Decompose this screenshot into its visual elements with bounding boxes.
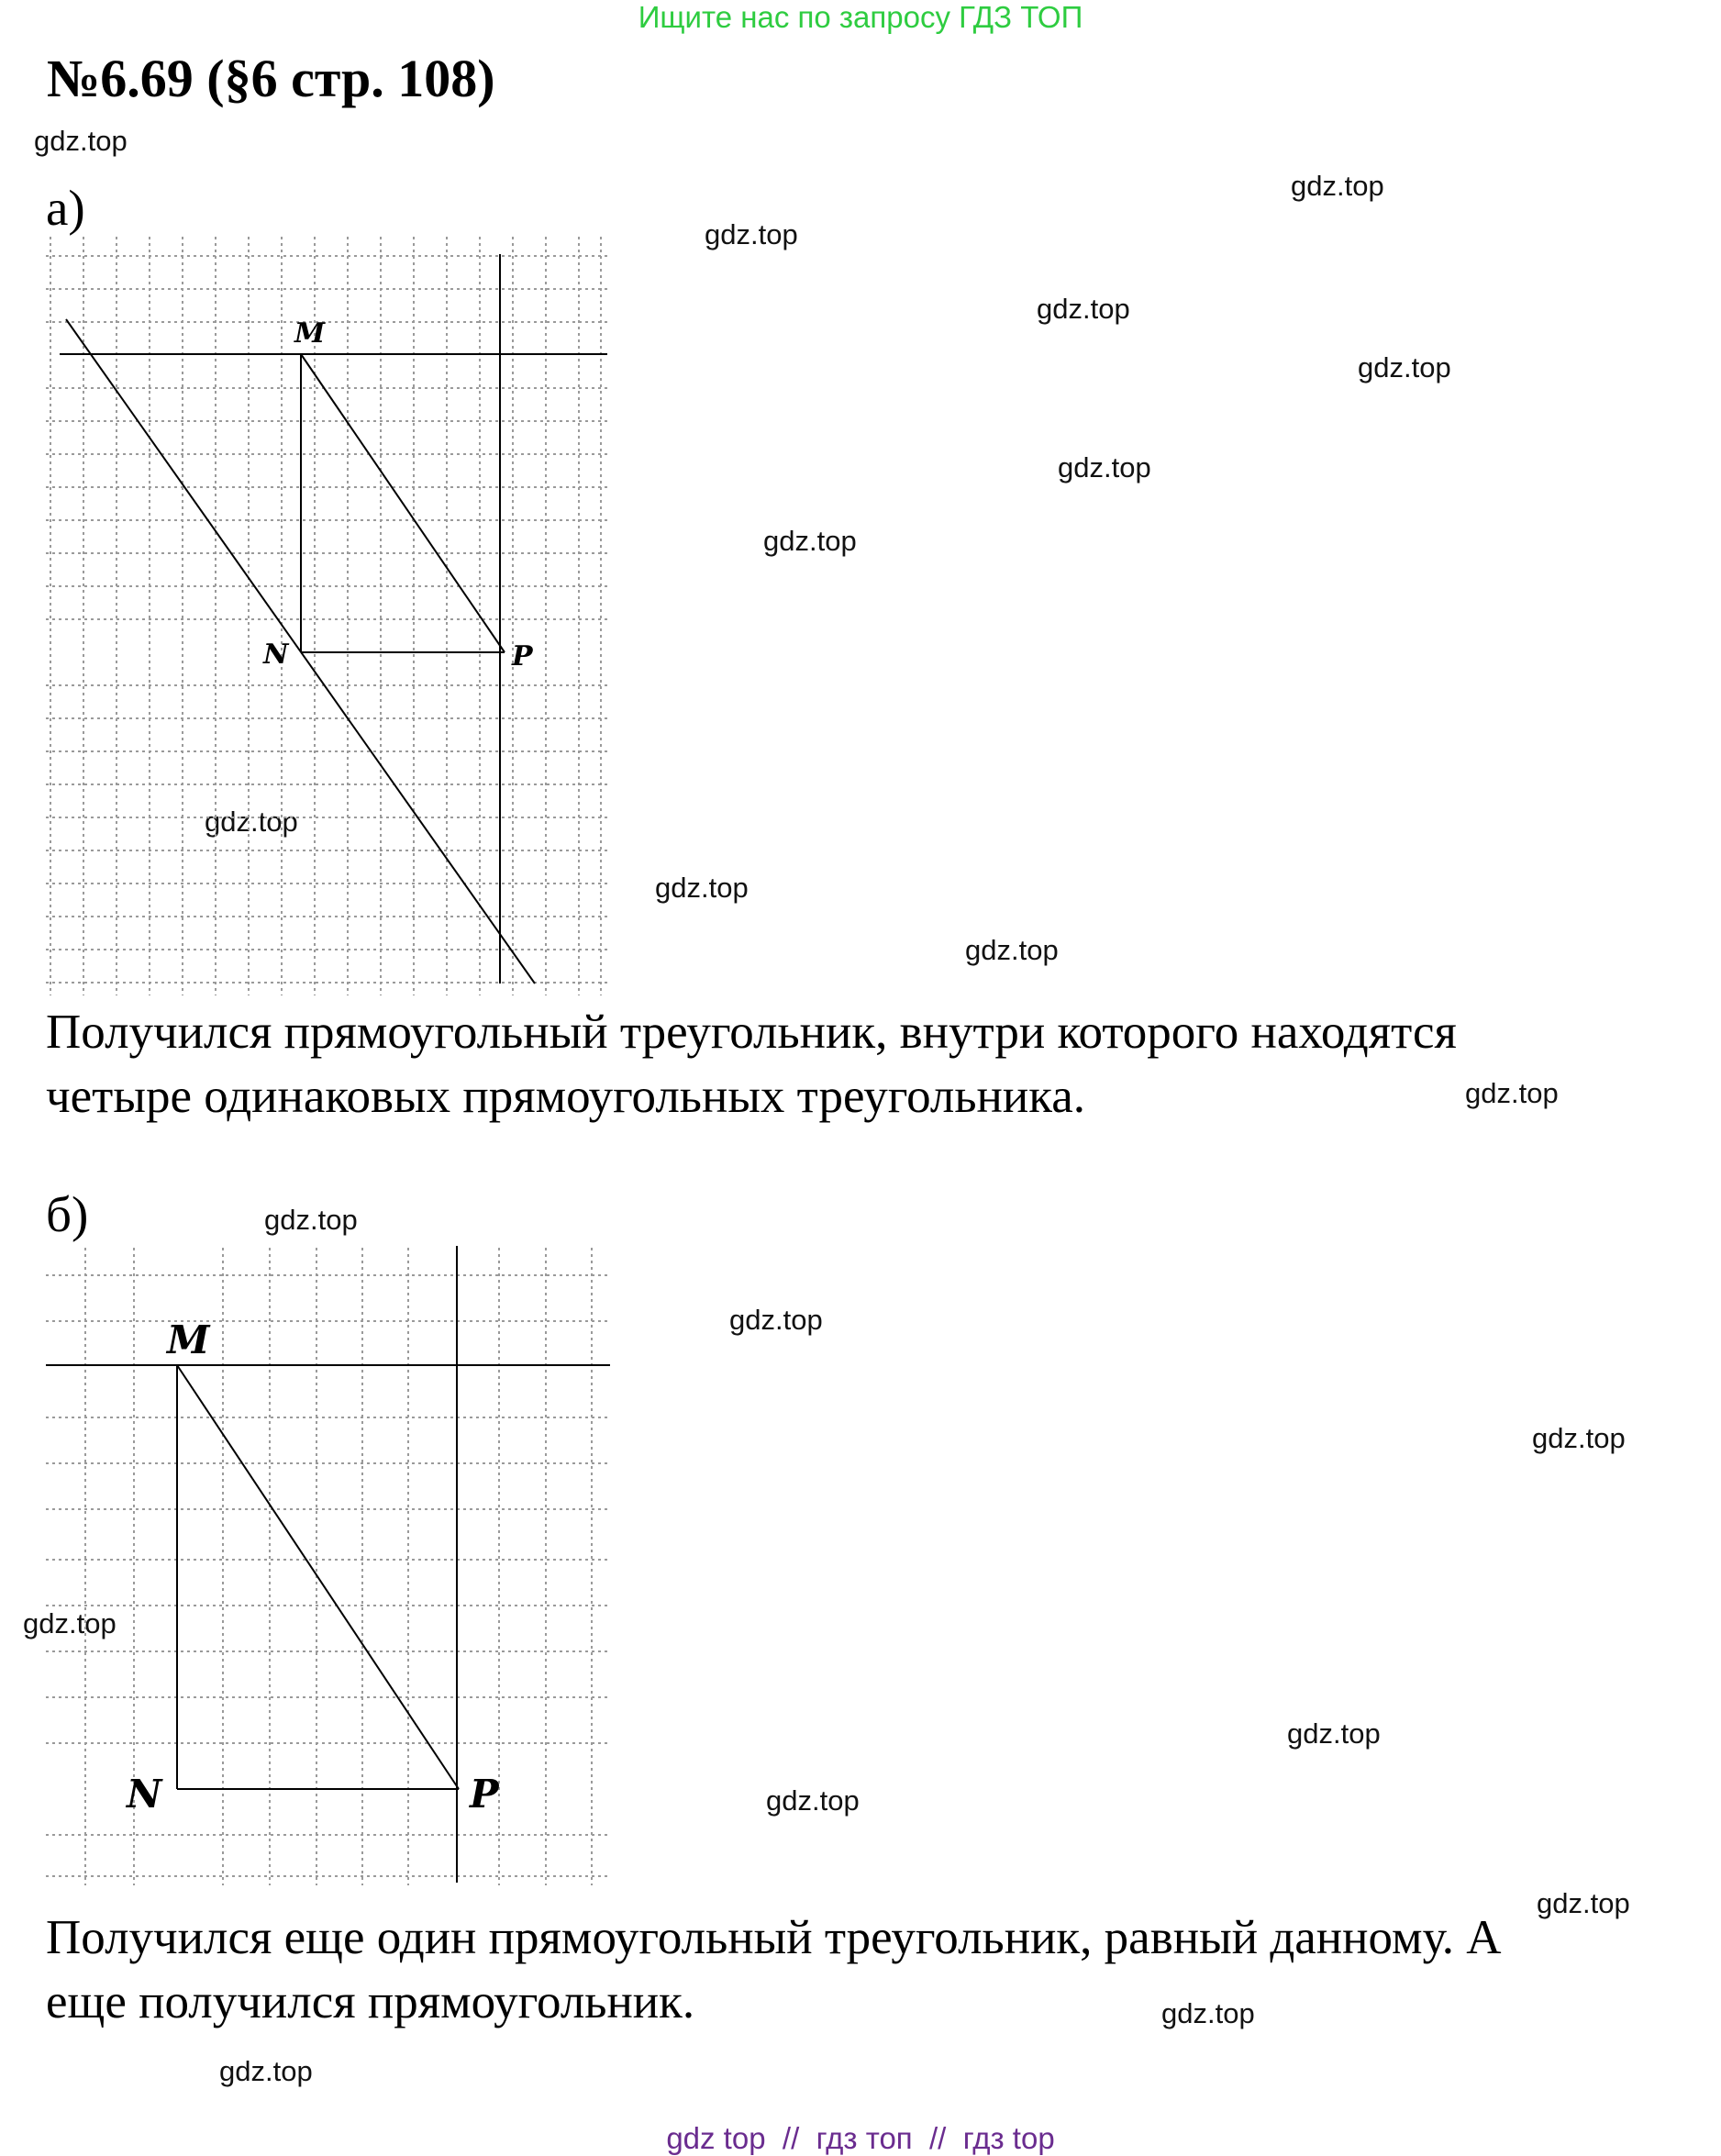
watermark: gdz.top xyxy=(766,1784,860,1817)
part-b-point-m: M xyxy=(167,1317,210,1362)
watermark: gdz.top xyxy=(705,218,798,250)
part-b-conclusion-line1: Получился еще один прямоугольный треугольник, равный данному. А xyxy=(46,1911,1502,1964)
exercise-title: №6.69 (§6 стр. 108) xyxy=(47,49,495,108)
watermark: gdz.top xyxy=(763,525,857,557)
part-a-conclusion-line2: четыре одинаковых прямоугольных треугольника. xyxy=(46,1070,1085,1123)
watermark: gdz.top xyxy=(1058,451,1151,483)
part-b-side-mp xyxy=(177,1365,459,1789)
footer-separator: // xyxy=(929,2121,947,2155)
part-a-point-p: P xyxy=(512,640,533,672)
part-b-conclusion-line2: еще получился прямоугольник. xyxy=(46,1975,695,2028)
part-a-point-m: M xyxy=(294,317,326,350)
part-b-conclusion xyxy=(46,1906,1706,2034)
footer-links xyxy=(0,2121,1721,2156)
watermark: gdz.top xyxy=(965,934,1059,966)
watermark: gdz.top xyxy=(1287,1717,1381,1750)
part-b-point-n: N xyxy=(127,1772,162,1817)
watermark: gdz.top xyxy=(1465,1077,1559,1109)
footer-link-gdz-top-mixed[interactable]: гдз top xyxy=(962,2121,1055,2155)
watermark: gdz.top xyxy=(1537,1887,1630,1919)
watermark: gdz.top xyxy=(23,1607,117,1639)
watermark: gdz.top xyxy=(655,872,749,904)
watermark: gdz.top xyxy=(729,1304,823,1336)
watermark: gdz.top xyxy=(219,2055,313,2087)
part-a-point-n: N xyxy=(263,639,289,671)
watermark: gdz.top xyxy=(1161,1997,1255,2029)
watermark: gdz.top xyxy=(1532,1422,1626,1454)
part-a-grid xyxy=(46,237,607,995)
watermark: gdz.top xyxy=(1358,351,1451,383)
part-a-conclusion-line1: Получился прямоугольный треугольник, внутри которого находятся xyxy=(46,1006,1457,1059)
watermark: gdz.top xyxy=(34,125,128,157)
footer-separator: // xyxy=(782,2121,800,2155)
part-a-conclusion xyxy=(46,1000,1697,1128)
part-b-point-p: P xyxy=(470,1772,499,1817)
watermark: gdz.top xyxy=(1291,170,1384,202)
watermark: gdz.top xyxy=(1037,293,1130,325)
watermark: gdz.top xyxy=(264,1204,358,1236)
part-a-side-mp xyxy=(301,354,505,652)
footer-link-gdz-top[interactable]: gdz top xyxy=(666,2121,766,2155)
part-a-label: а) xyxy=(46,180,85,236)
footer-link-gdz-top-ru[interactable]: гдз топ xyxy=(816,2121,913,2155)
watermark: gdz.top xyxy=(205,806,298,838)
search-banner[interactable]: Ищите нас по запросу ГДЗ ТОП xyxy=(638,0,1083,34)
part-b-label: б) xyxy=(46,1186,89,1242)
